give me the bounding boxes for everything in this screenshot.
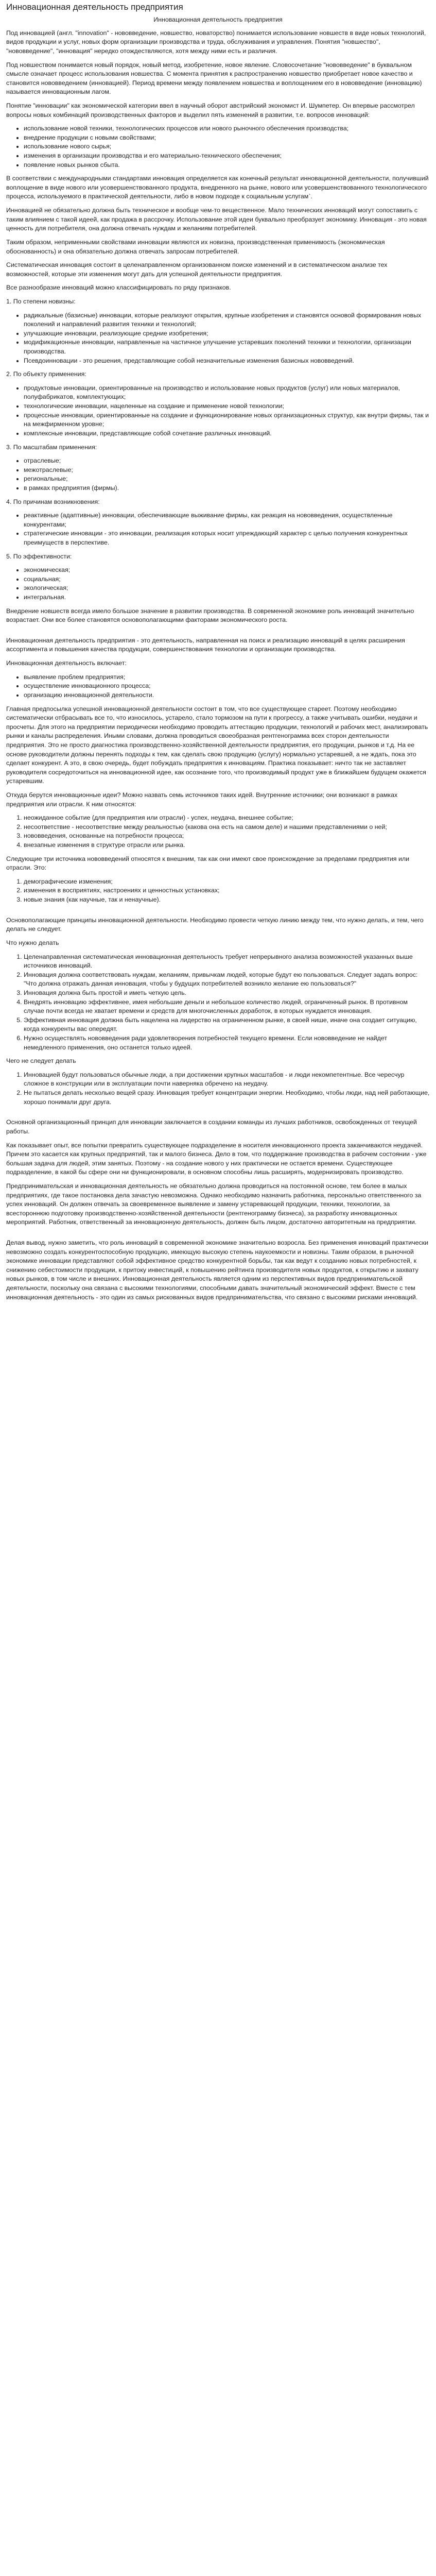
paragraph: Предпринимательская и инновационная деятельность не обязательно должна проводиться на постоянной основе, тем более в малых предприятиях, где такое постановка дела зачастую невозможна. Однако необходимо назначить работника, персонально ответственного за успех инноваций. Он должен отвечать за своевременное выявление и замену устаревающей продукции, техники, технологии, за всестороннюю подготовку производственно-хозяйственной деятельности (рентгенограмму бизнеса), за разработку инновационных мероприятий. Работник, ответственный за инновационную деятельность, должен быть лицом, достаточно авторитетным на предприятии. [6, 1182, 422, 1226]
schumpeter-list [6, 124, 430, 170]
internal-sources-list [6, 814, 430, 850]
list-item: 1. демографические изменения; [24, 877, 430, 887]
list-item: • осуществление инновационного процесса; [24, 682, 430, 691]
paragraph: Откуда берутся инновационные идеи? Можно назвать семь источников таких идей. Внутренние источники; они возникают в рамках предприятия или отрасли. К ним относятся: [6, 791, 398, 808]
list-item: 4. внезапные изменения в структуре отрасли или рынка. [24, 841, 430, 850]
list-item: • выявление проблем предприятия; [24, 673, 430, 682]
list-item: • радикальные (базисные) инновации, которые реализуют открытия, крупные изобретения и становятся основой формирования новых поколений и направлений развития техники и технологий; [24, 311, 430, 329]
list-item: 2. Инновация должна соответствовать нуждам, желаниям, привычкам людей, которые будут ею пользоваться. Следует задать вопрос: "Что должна отражать данная инновация, чтобы у будущих потребителей возникло желание ею пользоваться?" [24, 971, 430, 989]
list-item: • экологическая; [24, 584, 430, 593]
list-item: • региональные; [24, 474, 430, 484]
paragraph: Все разнообразие инноваций можно классифицировать по ряду признаков. [6, 284, 231, 292]
list-item: 1. Целенаправленная систематическая инновационная деятельность требует непрерывного анализа возможностей указанных выше источников инноваций. [24, 953, 430, 971]
classification-heading: 2. По объекту применения: [6, 370, 86, 378]
paragraph: Систематическая инновация состоит в целенаправленном организованном поиске изменений и в систематическом анализе тех возможностей, которые эти изменения могут дать для успешной деятельности предприятия. [6, 261, 388, 278]
classification-heading: 3. По масштабам применения: [6, 443, 97, 451]
list-item: 3. новые знания (как научные, так и ненаучные). [24, 895, 430, 905]
classification-list [6, 384, 430, 438]
classification-heading: 1. По степени новизны: [6, 297, 76, 305]
paragraph: Инновационная деятельность предприятия - это деятельность, направленная на поиск и реализацию инноваций в целях расширения ассортимента и повышения качества продукции, совершенствования технологии и организации производства. [6, 636, 405, 653]
list-item: • улучшающие инновации, реализующие средние изобретения; [24, 329, 430, 338]
list-item: • появление новых рынков сбыта. [24, 161, 430, 170]
paragraph: Основной организационный принцип для инновации заключается в создании команды из лучших работников, освобожденных от текущей работы. [6, 1118, 417, 1135]
list-item: • отраслевые; [24, 456, 430, 466]
list-item: • экономическая; [24, 566, 430, 575]
paragraph: Под инновацией (англ. "innovation" - нововведение, новшество, новаторство) понимается использование новшеств в виде новых технологий, видов продукции и услуг, новых форм организации производства и труда, обслуживания и управления. Понятия "новшество", "нововведение", "инновация" нередко отождествляются, хотя между ними есть и различия. [6, 29, 426, 55]
list-heading: Что нужно делать [6, 939, 59, 946]
list-heading: Чего не следует делать [6, 1057, 76, 1065]
list-item: 1. неожиданное событие (для предприятия или отрасли) - успех, неудача, внешнее событие; [24, 814, 430, 823]
list-item: • стратегические инновации - это инновации, реализация которых носит упреждающий характер с целью получения конкурентных преимуществ в перспективе. [24, 529, 430, 547]
list-item: 2. изменения в восприятиях, настроениях и ценностных установках; [24, 886, 430, 895]
paragraph: Понятие "инновации" как экономической категории ввел в научный оборот австрийский экономист И. Шумпетер. Он впервые рассмотрел вопросы новых комбинаций производственных факторов и выделил пять изменений в развитии, т.е. вопросов инноваций: [6, 102, 415, 118]
list-item: • технологические инновации, нацеленные на создание и применение новой технологии; [24, 402, 430, 411]
what-not-list [6, 1071, 430, 1107]
classification-list [6, 311, 430, 366]
list-item: 2. Не пытаться делать несколько вещей сразу. Инновация требует концентрации энергии. Необходимо, чтобы люди, над ней работающие, хорошо понимали друг друга. [24, 1089, 430, 1107]
list-item: 1. Инновацией будут пользоваться обычные люди, а при достижении крупных масштабов - и люди некомпетентные. Все чересчур сложное в конструкции или в эксплуатации почти наверняка обречено на неудачу. [24, 1071, 430, 1089]
list-item: • межотраслевые; [24, 466, 430, 475]
list-item: • модификационные инновации, направленные на частичное улучшение устаревших поколений техники и технологии, организации производства. [24, 338, 430, 356]
paragraph: Следующие три источника нововведений относятся к внешним, так как они имеют свое происхождение за пределами предприятия или отрасли. Это: [6, 855, 410, 872]
paragraph: Инновацией не обязательно должна быть техническое и вообще чем-то вещественное. Мало технических инноваций могут сопоставить с таким влиянием с такой идеей, как продажа в рассрочку. Использование этой идеи буквально преобразует экономику. Инновация - это новая ценность для потребителя, она должна отвечать нуждам и желаниям потребителей. [6, 207, 427, 232]
activity-list [6, 673, 430, 700]
list-item: • изменения в организации производства и его материально-технического обеспечения; [24, 151, 430, 161]
paragraph: Под новшеством понимается новый порядок, новый метод, изобретение, новое явление. Словосочетание "нововведение" в буквальном смысле означает процесс использования новшества. С момента принятия к распространению новшество приобретает новое качество и становится нововведением (инновацией). Период времени между появлением новшества и воплощением его в нововведение (инновацию) называется инновационным лагом. [6, 61, 422, 96]
paragraph: Основополагающие принципы инновационной деятельности. Необходимо провести четкую линию между тем, что нужно делать, и тем, чего делать не следует. [6, 916, 424, 933]
paragraph: В соответствии с международными стандартами инновация определяется как конечный результат инновационной деятельности, получивший воплощение в виде нового или усовершенствованного продукта, внедренного на рынке, нового или усовершенствованного технологического процесса, используемого в практической деятельности, либо в новом подходе к социальным услугам`. [6, 175, 429, 200]
document-title: Инновационная деятельность предприятия [6, 2, 183, 12]
list-item: • в рамках предприятия (фирмы). [24, 484, 430, 493]
classification-heading: 4. По причинам возникновения: [6, 498, 100, 505]
list-item: 5. Эффективная инновация должна быть нацелена на лидерство на ограниченном рынке, в своей нише, иначе она создает ситуацию, когда конкуренты вас опередят. [24, 1016, 430, 1034]
what-to-do-list [6, 953, 430, 1053]
list-item: • Псевдоинновации - это решения, представляющие собой незначительные изменения базисных нововведений. [24, 357, 430, 366]
list-item: 3. нововведения, основанные на потребности процесса; [24, 832, 430, 841]
list-item: • процессные инновации, ориентированные на создание и функционирование новых организационных структур, как внутри фирмы, так и на межфирменном уровне; [24, 411, 430, 429]
paragraph: Как показывает опыт, все попытки превратить существующее подразделение в носителя инновационного проекта заканчиваются неудачей. Причем это касается как крупных предприятий, так и малого бизнеса. Дело в том, что поддержание производства в рабочем состоянии - уже большая задача для людей, этим занятых. Поэтому - на создание нового у них практически не остается времени. Существующее подразделение, в какой бы сфере они ни функционировали, в основном способны лишь расширять, модернизировать производство. [6, 1141, 427, 1176]
external-sources-list [6, 877, 430, 905]
classification-heading: 5. По эффективности: [6, 552, 72, 560]
list-heading: Инновационная деятельность включает: [6, 659, 127, 667]
list-item: • использование новой техники, технологических процессов или нового рыночного обеспечения производства; [24, 124, 430, 133]
paragraph: Главная предпосылка успешной инновационной деятельности состоит в том, что все существующее стареет. Поэтому необходимо систематически отбрасывать все то, что износилось, устарело, стало тормозом на пути к прогрессу, а также учитывать ошибки, неудачи и просчеты. Для этого на предприятии периодически необходимо проводить аттестацию продукции, технологий и рабочих мест, анализировать рынки и каналы распределения. Иными словами, должна проводиться своеобразная рентгенограмма всех сторон деятельности предприятия. Это не просто диагностика производственно-хозяйственной деятельности предприятия, его продукции, рынков и т.д. На ее основе руководители должны перенять подходы к тем, как сделать свою продукцию (услугу) нормально устаревшей, а не ждать, пока это сделает конкурент. А это, в свою очередь, будет побуждать предприятия к инновациям. Практика показывает: ничто так не заставляет руководителя сосредоточиться на инновационной идее, как осознание того, что производимый продукт уже в ближайшем будущем окажется устаревшим. [6, 705, 428, 785]
document-subtitle: Инновационная деятельность предприятия [153, 16, 283, 24]
paragraph: Таким образом, неприменными свойствами инновации являются их новизна, производственная применимость (экономическая обоснованность) и она обязательно должна отвечать запросам потребителей. [6, 238, 385, 255]
list-item: 6. Нужно осуществлять нововведения ради удовлетворения потребностей текущего времени. Если нововведение не найдет немедленного применения, оно останется только идеей. [24, 1034, 430, 1052]
classification-list [6, 511, 430, 547]
classification-list [6, 456, 430, 493]
list-item: • использование нового сырья; [24, 142, 430, 151]
list-item: • продуктовые инновации, ориентированные на производство и использование новых продуктов (услуг) или новых материалов, полуфабрикатов, комплектующих; [24, 384, 430, 402]
list-item: • реактивные (адаптивные) инновации, обеспечивающие выживание фирмы, как реакция на нововведения, осуществленные конкурентами; [24, 511, 430, 529]
list-item: • комплексные инновации, представляющие собой сочетание различных инноваций. [24, 429, 430, 438]
list-item: 3. Инновация должна быть простой и иметь четкую цель. [24, 989, 430, 998]
paragraph: Делая вывод, нужно заметить, что роль инноваций в современной экономике значительно возросла. Без применения инноваций практически невозможно создать конкурентоспособную продукцию, имеющую высокую степень наукоемкости и новизны. Таким образом, в рыночной экономике инновации представляют собой эффективное средство конкурентной борьбы, так как ведут к созданию новых потребностей, к снижению себестоимости продукции, к притоку инвестиций, к повышению рейтинга производителя новых продуктов, к открытию и захвату новых рынков, в том числе и внешних. Инновационная деятельность является одним из перспективных видов предпринимательской деятельности, поскольку она связана с высокими технологиями, способными давать значительный экономический эффект. Вместе с тем инновационная деятельность - это один из самых рискованных видов предпринимательства, что связано с высокими рисками инноваций. [6, 1239, 429, 1301]
list-item: 2. несоответствие - несоответствие между реальностью (какова она есть на самом деле) и нашими представлениями о ней; [24, 823, 430, 832]
list-item: • интегральная. [24, 593, 430, 602]
list-item: 4. Внедрять инновацию эффективнее, имея небольшие деньги и небольшое количество людей, ограниченный рынок. В противном случае почти всегда не хватает времени и средств для многочисленных доработок, в которых нуждается инновация. [24, 998, 430, 1016]
list-item: • организацию инновационной деятельности. [24, 691, 430, 700]
paragraph: Внедрение новшеств всегда имело большое значение в развитии производства. В современной экономике роль инноваций значительно возрастает. Они все более становятся основополагающими факторами экономического роста. [6, 607, 414, 624]
classification-list [6, 566, 430, 602]
list-item: • внедрение продукции с новыми свойствами; [24, 133, 430, 143]
list-item: • социальная; [24, 575, 430, 584]
